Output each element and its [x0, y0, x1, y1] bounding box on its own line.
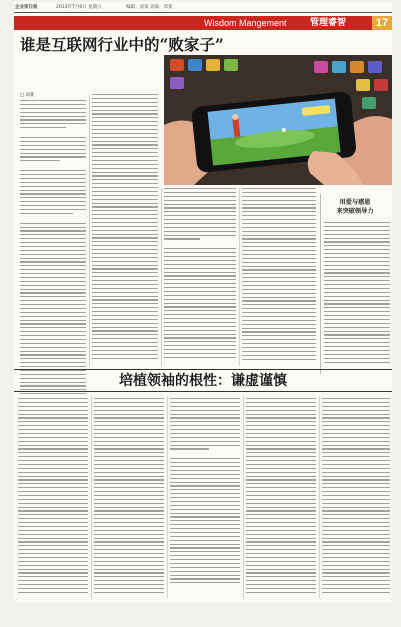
column-rule [91, 396, 92, 598]
article2-column-1 [18, 398, 88, 596]
article2-column-5 [322, 398, 390, 596]
sidebar-headline-line2: 来突破领导力 [336, 208, 374, 215]
column-rule [243, 396, 244, 598]
editor-credit: 编辑：刘某 美编：邓某 [126, 5, 173, 10]
article1-column-3 [164, 188, 236, 361]
column-rule [239, 188, 240, 366]
article-divider-bottom [14, 391, 392, 392]
article1-column-2 [92, 94, 158, 361]
column-rule [89, 94, 90, 366]
article-divider-top [14, 369, 392, 370]
column-rule [161, 188, 162, 366]
issue-date: 2013年7月6日 星期六 [56, 5, 102, 10]
column-rule [319, 396, 320, 598]
sidebar-headline-line1: 用爱与感恩 [339, 199, 371, 206]
paper-name: 企业家日报 [15, 5, 38, 10]
section-banner [14, 16, 372, 30]
article-headline: 谁是互联网行业中的“败家子” [20, 35, 224, 54]
sidebar-headline [324, 198, 386, 216]
page-number: 17 [372, 16, 392, 30]
sidebar-column [324, 222, 390, 365]
article-byline: □ 刘某 [20, 93, 35, 98]
section-title-cn: 管理睿智 [310, 18, 347, 28]
section-title-en: Wisdom Mangement [204, 18, 287, 28]
second-article-headline: 培植领袖的根性：谦虚谨慎 [119, 373, 287, 389]
article2-column-3 [170, 398, 240, 586]
smartphone-photo [164, 55, 392, 185]
article1-column-1 [20, 100, 86, 397]
column-rule [167, 396, 168, 598]
article1-column-4 [242, 188, 316, 362]
article2-column-4 [246, 398, 316, 596]
newspaper-page [14, 2, 392, 602]
masthead-rule [14, 12, 392, 13]
article2-column-2 [94, 398, 164, 596]
masthead [14, 3, 392, 12]
sidebar-rule [320, 194, 321, 374]
